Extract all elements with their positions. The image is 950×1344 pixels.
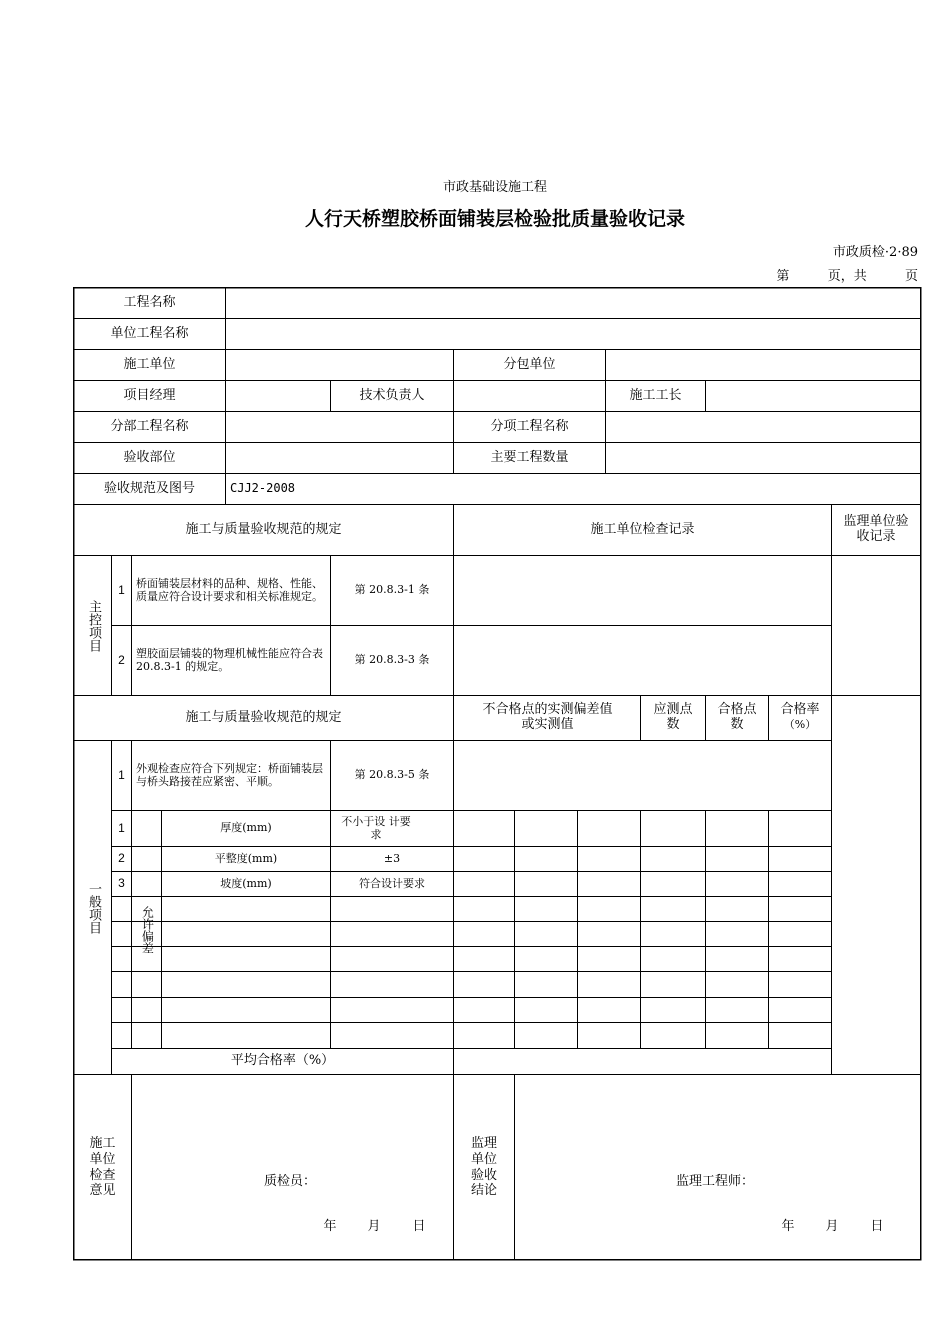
supervisor-date-day: 日 (870, 1218, 884, 1234)
general-item-1-text: 外观检查应符合下列规定：桥面铺装层与桥头路接茬应紧密、平顺。 (136, 761, 323, 788)
form-code: 市政质检·2·89 (832, 245, 918, 260)
main-item-2-text: 塑胶面层铺装的物理机械性能应符合表 20.8.3-1 的规定。 (136, 646, 323, 673)
page-di: 第 (776, 269, 790, 284)
deviation-row-2-no: 2 (118, 851, 125, 866)
division-label: 分部工程名称 (110, 418, 189, 434)
contractor-date-day: 日 (412, 1218, 426, 1234)
deviation-row-3-no: 3 (118, 876, 125, 891)
deviation-row-3-value: 符合设计要求 (359, 876, 425, 890)
general-item-1-clause: 第 20.8.3-5 条 (354, 768, 430, 782)
contractor-opinion-label (74, 1075, 131, 1260)
page-ye-gong: 页，共 (827, 269, 867, 284)
deviation-row-1-value: 不小于设 计要求 (341, 814, 411, 841)
main-item-2-clause: 第 20.8.3-3 条 (354, 653, 430, 667)
spec-header: 施工与质量验收规范的规定 (185, 521, 342, 537)
main-item-1-no: 1 (118, 582, 125, 597)
deviation-row-2-value: ±3 (383, 851, 401, 865)
supervisor-date-month: 月 (825, 1218, 839, 1234)
tech-lead-label: 技术负责人 (359, 387, 425, 403)
pm-label: 项目经理 (123, 387, 176, 403)
standard-label: 验收规范及图号 (103, 480, 195, 496)
page-ye: 页 (904, 269, 918, 284)
allowable-deviation-label: 允许偏差 (140, 905, 155, 954)
foreman-label: 施工工长 (629, 387, 682, 403)
points-header: 应测点数 (653, 702, 693, 732)
general-items-label: 一般项目 (85, 881, 101, 934)
engineer-label: 监理工程师： (675, 1173, 754, 1189)
contractor-date-year: 年 (323, 1218, 337, 1234)
contractor-date-month: 月 (367, 1218, 381, 1234)
passed-header: 合格点数 (717, 702, 757, 732)
supervisor-conclusion-text: 监理单位验收结论 (470, 1136, 497, 1199)
deviation-row-1-no: 1 (118, 820, 125, 835)
contractor-opinion-text: 施工单位检查意见 (89, 1136, 116, 1199)
average-pass-rate-label: 平均合格率（%） (230, 1053, 335, 1069)
main-control-label: 主控项目 (85, 599, 101, 652)
rate-unit: （%） (783, 717, 817, 731)
document-title: 人行天桥塑胶桥面铺装层检验批质量验收记录 (304, 208, 685, 230)
deviation-row-3-name: 坡度(mm) (220, 876, 272, 890)
record-header: 施工单位检查记录 (590, 521, 695, 537)
spec-header-2: 施工与质量验收规范的规定 (185, 709, 342, 725)
supervisor-header: 监理单位验收记录 (843, 514, 909, 544)
project-name-label: 工程名称 (123, 294, 176, 310)
supervisor-date-year: 年 (781, 1218, 795, 1234)
deviation-row-2-name: 平整度(mm) (214, 851, 278, 865)
deviation-row-1-name: 厚度(mm) (220, 821, 272, 835)
main-item-2-no: 2 (118, 652, 125, 667)
unit-project-label: 单位工程名称 (110, 325, 189, 341)
general-item-1-no: 1 (118, 767, 125, 782)
rate-header: 合格率 (780, 701, 820, 717)
supervisor-conclusion-label (454, 1075, 514, 1260)
quantity-label: 主要工程数量 (490, 449, 569, 465)
location-label: 验收部位 (123, 449, 176, 465)
contractor-label: 施工单位 (123, 356, 176, 372)
subitem-label: 分项工程名称 (490, 418, 569, 434)
deviation-header: 不合格点的实测偏差值或实测值 (482, 702, 613, 732)
subcontractor-label: 分包单位 (503, 356, 556, 372)
inspector-label: 质检员： (263, 1173, 316, 1189)
main-item-1-text: 桥面铺装层材料的品种、规格、性能、质量应符合设计要求和相关标准规定。 (136, 576, 323, 603)
standard-value: CJJ2-2008 (230, 481, 296, 496)
main-item-1-clause: 第 20.8.3-1 条 (354, 583, 430, 597)
document-supertitle: 市政基础设施工程 (442, 180, 547, 195)
